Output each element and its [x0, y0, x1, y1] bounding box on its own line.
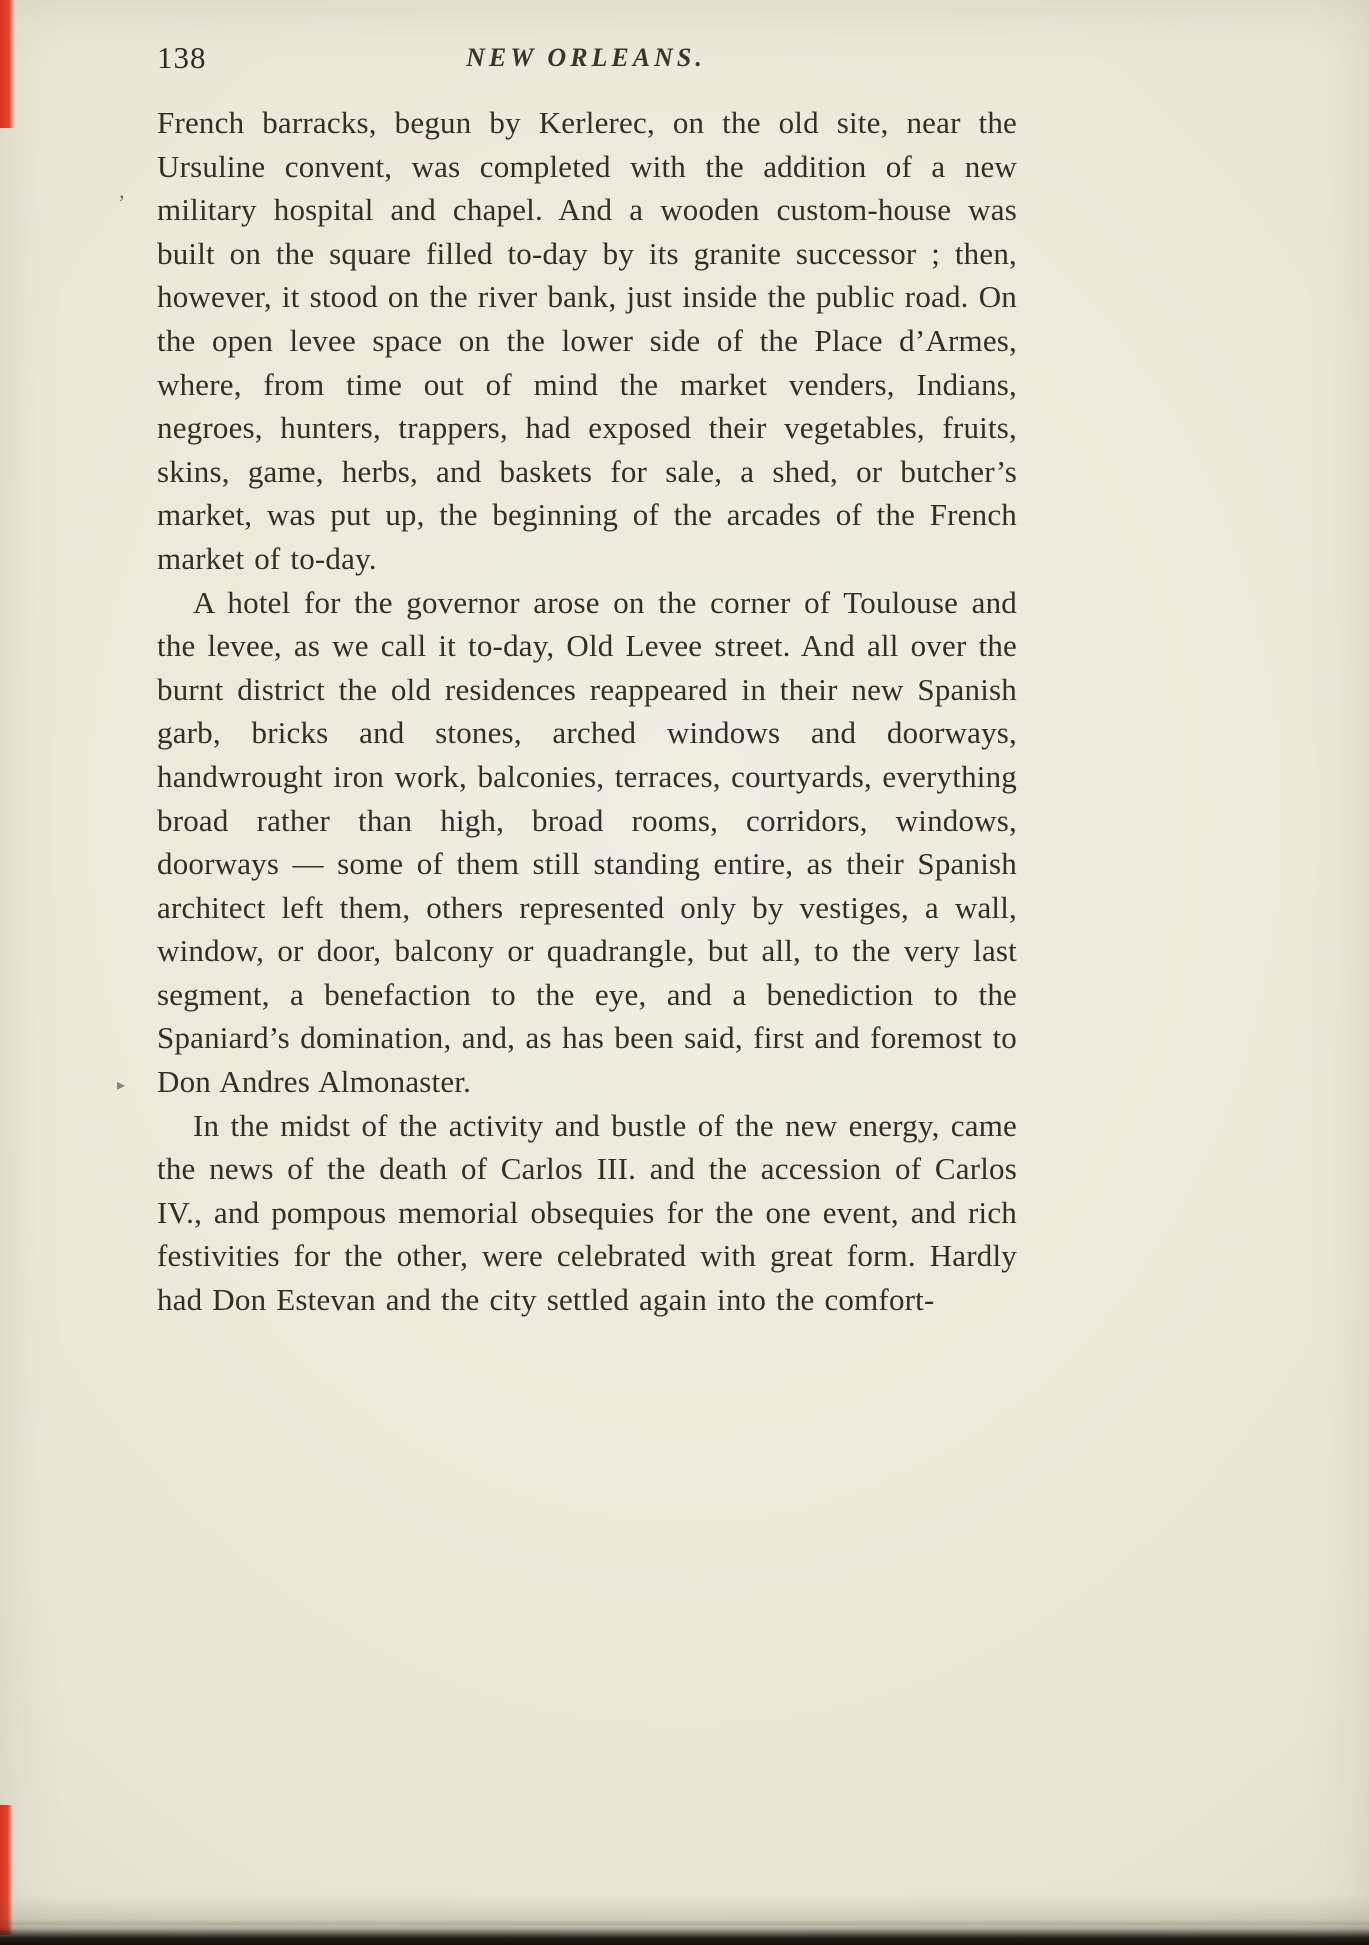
running-header: NEW ORLEANS.	[466, 43, 706, 72]
scan-artifact-mark: ▸	[117, 1077, 126, 1094]
paragraph: In the midst of the activity and bustle of the new energy, came the news of the death of Carlos III. and the accession of Carlos IV., and pompous memorial obsequies for the one event, and rich festivities for the other, were celebrated with great form. Hardly had Don Estevan and the city settled again into the comfort-	[157, 1107, 1017, 1318]
paragraph: French barracks, begun by Kerlerec, on the old site, near the Ursuline convent, was completed with the addition of a new military hospital and chapel. And a wooden custom-house was built on the square filled to-day by its granite successor ; then, however, it stood on the river bank, just inside the public road. On the open levee space on the lower side of the Place d’Armes, where, from time out of mind the market venders, Indians, negroes, hunters, trappers, had exposed their vegetables, fruits, skins, game, herbs, and baskets for sale, a shed, or butcher’s market, was put up, the beginning of the arcades of the French market of to-day.	[157, 105, 1017, 576]
red-edge-artifact-top	[0, 0, 15, 128]
paragraph: A hotel for the governor arose on the corner of Toulouse and the levee, as we call it to-day, Old Levee street. And all over the burnt district the old residences reappeared in their new Spanish garb, bricks and stones, arched windows and doorways, handwrought iron work, balconies, terraces, courtyards, everything broad rather than high, broad rooms, corridors, windows, doorways — some of them still standing entire, as their Spanish architect left them, others represented only by vestiges, a wall, window, or door, balcony or quadrangle, but all, to the very last segment, a benefaction to the eye, and a benediction to the Spaniard’s domination, and, as has been said, first and foremost to Don Andres Almonaster.	[157, 584, 1017, 1100]
body-text	[157, 101, 1017, 1322]
scan-bottom-edge	[0, 1919, 1369, 1945]
page-number: 138	[157, 40, 207, 75]
scan-artifact-mark: ’	[118, 190, 126, 215]
page-header	[157, 40, 1015, 80]
